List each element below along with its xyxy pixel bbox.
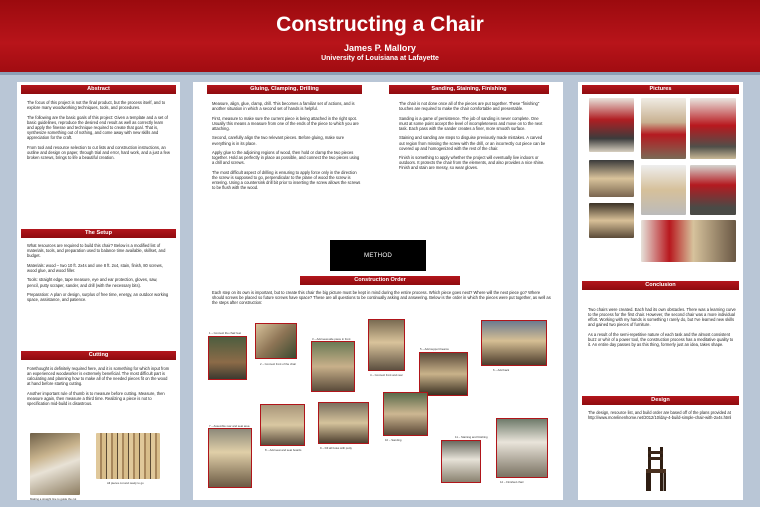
- conclusion-text: [588, 307, 736, 352]
- sanding-paragraph: Sanding is a game of persistence. The job of sanding is never complete. One must at some point accept the level of incompleteness and move on to the next task. Each pass with the sander creates a finer, more smooth surface.: [399, 115, 543, 131]
- construction-photo: [311, 341, 355, 392]
- cutting-photo-pieces: [96, 433, 160, 479]
- abstract-text: [27, 100, 170, 164]
- university-name: University of Louisiana at Lafayette: [321, 55, 439, 62]
- header-divider: [0, 72, 760, 75]
- step-caption: 11 – Staining and finishing: [455, 435, 488, 439]
- step-caption: 10 – Sanding: [385, 438, 402, 442]
- step-caption: 5 – Add support beams: [420, 347, 449, 351]
- picture-sanding: [589, 98, 634, 152]
- abstract-heading: Abstract: [21, 85, 176, 94]
- construction-photo: [481, 320, 547, 366]
- step-caption: 2 – Connect front of the chair: [260, 362, 297, 366]
- pictures-heading: Pictures: [582, 85, 739, 94]
- step-caption: 7 – Assemble rear and seat area: [209, 424, 250, 428]
- abstract-paragraph: The following are the basic goals of this project: Given a template and a set of basic guidelines, reproduce the desired end result as well as correctly learn and apply the finesse and technique required to create that goal. That is, synthesize something out of nothing, and come away with new skills and appreciation for the craft.: [27, 114, 168, 141]
- construction-photo: [208, 428, 252, 488]
- step-caption: 4 – Connect front and rear: [370, 373, 403, 377]
- gluing-paragraph: The most difficult aspect of drilling is ensuring to apply force only in the direction the screw is supposed to go, perpendicular to the plane of wood the screw is entering. Using a countersink drill bit prior to inserting the screw allows the screws to be flush with the wood.: [212, 169, 361, 191]
- gluing-paragraph: Apply glue to the adjoining regions of wood, then hold or clamp the two pieces together. Hold as perfectly in place as possible, and connect the two pieces using a drill and screws.: [212, 150, 360, 166]
- setup-paragraph: Tools: straight edge, tape measure, eye and ear protection, gloves, saw, pencil, putty scraper, sander, and drill (with the necessary bits).: [27, 277, 158, 288]
- gluing-text: [212, 101, 362, 195]
- cutting-paragraph: Another important rule of thumb is to measure before cutting. Measure, then measure again, then measure a third time. Realizing a piece is not to specification mid-build is disastrous.: [27, 390, 165, 407]
- sanding-heading: Sanding, Staining, Finishing: [389, 85, 549, 94]
- step-caption: 8 – Add seat and seat boards: [265, 448, 302, 452]
- design-heading: Design: [582, 396, 739, 405]
- setup-paragraph: What resources are required to build this chair? Below is a modified list of materials, tools, and preparation used to balance time available, skillset, and budget.: [27, 243, 166, 259]
- setup-paragraph: Preparation: A plan or design, surplus of free time, energy, an outdoor working space, assistance, and patience.: [27, 292, 169, 303]
- conclusion-heading: Conclusion: [582, 281, 739, 290]
- picture-assembly: [589, 203, 634, 238]
- construction-photo: [383, 392, 428, 436]
- step-caption: 12 – Finished chair: [500, 480, 524, 484]
- sanding-text: [399, 101, 547, 175]
- gluing-paragraph: Second, carefully align the two relevant pieces. Before gluing, make sure everything is in its place.: [212, 135, 344, 146]
- picture-frame: [641, 165, 686, 215]
- cutting-caption: All pieces cut and ready to go: [107, 481, 144, 485]
- conclusion-paragraph: Two chairs were created. Each had its own obstacles. There was a learning curve to the process for the first chair. However, the second chair was a more individual effort. Working with my hands is something I rarely do, but I've learned new skills and gained two pieces of furniture.: [588, 307, 736, 328]
- gluing-paragraph: First, measure to make sure the current piece is being attached in the right spot. Usually this means a measure from one of the ends of the piece to which you are attaching.: [212, 115, 359, 131]
- step-caption: 6 – Add back: [493, 368, 510, 372]
- abstract-paragraph: From tool and resource selection to cut lists and construction instructions, an outline and design on paper, through trial and error, hard work, and a just a few broken screws, brings to life a beautiful creation.: [27, 144, 170, 160]
- construction-photo: [368, 319, 405, 371]
- design-chair-image: [645, 447, 667, 491]
- picture-build: [641, 220, 736, 262]
- conclusion-paragraph: As a result of the semi-repetitive nature of each task and the almost consistent buzz or whir of a power tool, the construction process has a meditative quality to it. An entire day passes by as this thing, formerly just an idea, takes shape.: [588, 331, 734, 348]
- gluing-heading: Gluing, Clamping, Drilling: [207, 85, 362, 94]
- setup-paragraph: Materials: wood – two 10 ft. 2x4s and one 8 ft. 2x4, stain, finish, 80 screws, wood glue, and wood filler.: [27, 262, 163, 273]
- construction-photo: [441, 440, 481, 483]
- construction-photo: [419, 352, 468, 396]
- step-caption: 9 – Fill all holes with putty: [320, 446, 352, 450]
- cutting-caption: Making a straight line to guide the cut: [30, 497, 77, 501]
- method-label: METHOD: [330, 240, 426, 271]
- cutting-text: [27, 366, 170, 411]
- picture-worker: [690, 165, 736, 215]
- abstract-paragraph: The focus of this project is not the final product, but the process itself, and to explore many woodworking techniques, tools, and procedures.: [27, 100, 166, 111]
- construction-photo: [496, 418, 548, 478]
- setup-text: [27, 243, 170, 307]
- poster-title: Constructing a Chair: [276, 13, 484, 36]
- step-caption: 1 – Connect the chair feet: [209, 331, 242, 335]
- construction-photo: [318, 402, 369, 444]
- cutting-heading: Cutting: [21, 351, 176, 360]
- construction-photo: [208, 336, 247, 380]
- sanding-paragraph: Finish is something to apply whether the project will eventually live indoors or outdoors. It protects the chair from the elements, and also provides a nice shine. Finish and stain are messy, so wear gloves.: [399, 155, 545, 171]
- author-name: James P. Mallory: [344, 43, 416, 53]
- construction-intro: Each step on its own is important, but to create this chair the big picture must be kept in mind during the entire process. Which piece goes next? Where will the next piece go? Where should screws be placed so future screws have space? These are all questions to be continually asking and answering. Below is the order in which the pieces were put together, as well as the steps after construction:: [212, 290, 551, 306]
- gluing-paragraph: Measure, align, glue, clamp, drill. This becomes a familiar set of actions, and is another situation in which a second set of hands is helpful.: [212, 101, 355, 112]
- setup-heading: The Setup: [21, 229, 176, 238]
- construction-photo: [255, 323, 297, 359]
- sanding-paragraph: Staining and sanding are steps to disguise previously made mistakes. A carved out region from missing the screw with the drill, or an incorrectly cut piece can be covered up and homogenized with the rest of the chair.: [399, 135, 546, 151]
- sanding-paragraph: The chair is not done once all of the pieces are put together. These "finishing" touches are required to make the chair comfortable and presentable.: [399, 101, 540, 112]
- step-caption: 3 – Add seat-side piece in front: [312, 337, 351, 341]
- design-text: The design, resource list, and build order are based off of the plans provided at http://www.morelinenhome.net/2012/10/day-4-build-simple-chair-with-2x4s.html: [588, 410, 732, 421]
- picture-sanding-closeup: [641, 98, 686, 159]
- cutting-paragraph: Forethought is definitely required here, and it is something for which input from an experienced woodworker is extremely beneficial. The most difficult part is calculating and planning how to make all of the needed pieces fit on the wood at hand before starting cutting.: [27, 366, 170, 387]
- construction-heading: Construction Order: [300, 276, 460, 285]
- picture-drilling: [690, 98, 736, 159]
- picture-glue: [589, 160, 634, 197]
- construction-photo: [260, 404, 305, 446]
- cutting-photo-marking: [30, 433, 80, 495]
